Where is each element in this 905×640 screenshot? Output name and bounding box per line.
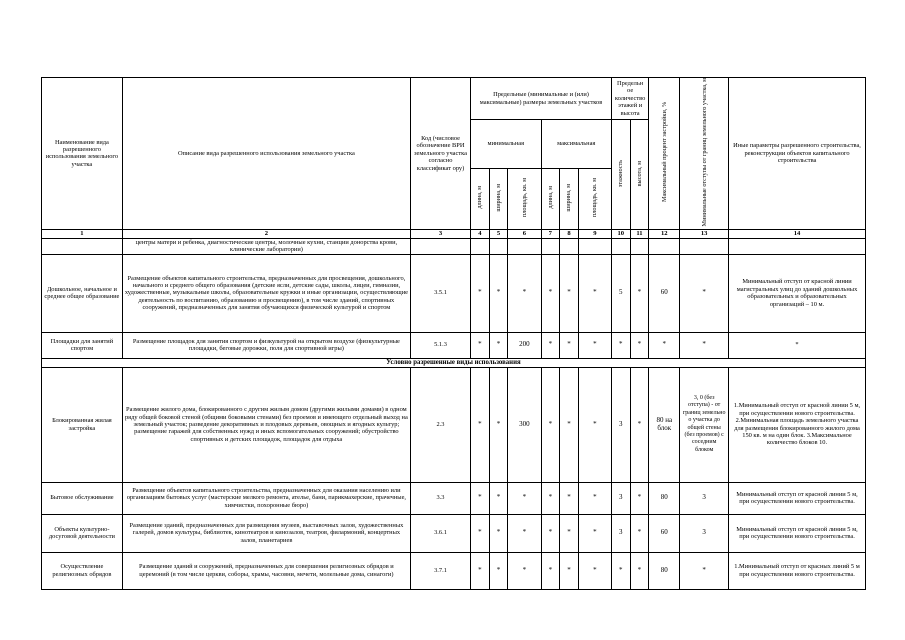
row-value: *	[630, 482, 649, 514]
rows-conditional	[42, 367, 866, 589]
row-value: *	[578, 254, 611, 332]
row-code	[410, 238, 470, 254]
row-other: *	[729, 332, 866, 358]
row-code: 3.6.1	[410, 514, 470, 552]
row-code: 3.5.1	[410, 254, 470, 332]
header-maximal: максимальная	[541, 120, 611, 169]
row-value: 3	[680, 482, 729, 514]
column-number: 2	[122, 229, 410, 238]
header-max-length: длина, м	[541, 168, 560, 229]
row-value: 60	[649, 514, 680, 552]
row-description: Размещение объектов капитального строительства, предназначенных для оказания населению или организациям бытовых услуг (мастерские мелкого ремонта, ателье, бани, парикмахерские, прачечные, химчистки, похоронные бюро)	[122, 482, 410, 514]
row-other	[729, 238, 866, 254]
table-row	[42, 367, 866, 482]
row-value: *	[508, 552, 541, 589]
row-description: Размещение площадок для занятия спортом и физкультурой на открытом воздухе (физкультурные площадки, беговые дорожки, поля для спортивной игры)	[122, 332, 410, 358]
row-code: 2.3	[410, 367, 470, 482]
row-value: *	[560, 332, 579, 358]
column-number: 13	[680, 229, 729, 238]
header-code: Код (числовое обозначение ВРИ земельного участка согласно классификат ору)	[410, 78, 470, 230]
row-other: 1.Минимальный отступ от красной линии 5 м, при осуществлении нового строительства. 2.Минимальная площадь земельного участка для размещения блокированного жилого дома 150 кв. м на один блок. 3.Максимальное количество блоков 10.	[729, 367, 866, 482]
row-other: 1.Минимальный отступ от красных линий 5 м при осуществлении нового строительства.	[729, 552, 866, 589]
row-name: Объекты культурно-досуговой деятельности	[42, 514, 123, 552]
table-row	[42, 238, 866, 254]
row-value: *	[471, 332, 490, 358]
column-number: 6	[508, 229, 541, 238]
header-description: Описание вида разрешенного использования земельного участка	[122, 78, 410, 230]
row-value: *	[578, 332, 611, 358]
column-number: 1	[42, 229, 123, 238]
row-value: *	[560, 367, 579, 482]
row-value	[630, 238, 649, 254]
row-value: *	[541, 367, 560, 482]
row-value: *	[578, 514, 611, 552]
row-value: *	[508, 254, 541, 332]
row-value	[541, 238, 560, 254]
row-value: *	[541, 332, 560, 358]
row-description: Размещение жилого дома, блокированного с другим жилым домом (другими жилыми домами) в одном ряду общей боковой стеной (общими боковыми стенами) без проемов и имеющего отдельный выход на земельный участок; разведение декоративных и плодовых деревьев, овощных и ягодных культур; размещение гаражей для собственных нужд и иных вспомогательных сооружений; обустройство спортивных и детских площадок, площадок для отдыха	[122, 367, 410, 482]
row-name: Дошкольное, начальное и среднее общее образование	[42, 254, 123, 332]
row-value: *	[489, 367, 508, 482]
column-number: 4	[471, 229, 490, 238]
row-value	[508, 238, 541, 254]
row-value: *	[560, 254, 579, 332]
row-value: *	[489, 254, 508, 332]
table-row	[42, 482, 866, 514]
row-value: 5	[611, 254, 630, 332]
header-sizes-group: Предельные (минимальные и (или) максимальные) размеры земельных участков	[471, 78, 612, 120]
row-value: 80	[649, 482, 680, 514]
header-height: высота, м	[630, 120, 649, 230]
header-other: Иные параметры разрешенного строительства, реконструкции объектов капитального строительства	[729, 78, 866, 230]
table-row	[42, 552, 866, 589]
row-value: 300	[508, 367, 541, 482]
header-min-area: площадь, кв. м	[508, 168, 541, 229]
row-value: *	[489, 552, 508, 589]
column-number: 5	[489, 229, 508, 238]
row-value: 80 на блок	[649, 367, 680, 482]
row-value	[489, 238, 508, 254]
row-value: 3, 0 (без отступа) - от границ земельно о участка до общей стены (без проемов) с соседним блоком	[680, 367, 729, 482]
row-value: *	[541, 254, 560, 332]
column-number: 3	[410, 229, 470, 238]
header-max-build: Максимальный процент застройки, %	[649, 78, 680, 230]
row-value: *	[680, 254, 729, 332]
column-number: 7	[541, 229, 560, 238]
row-value: *	[541, 482, 560, 514]
row-value: 60	[649, 254, 680, 332]
row-value	[471, 238, 490, 254]
row-value: *	[630, 367, 649, 482]
zoning-parameters-table	[41, 77, 866, 590]
row-value	[611, 238, 630, 254]
row-value: 3	[680, 514, 729, 552]
header-minimal: минимальная	[471, 120, 541, 169]
header-max-width: ширина, м	[560, 168, 579, 229]
row-value: *	[541, 514, 560, 552]
header-min-width: ширина, м	[489, 168, 508, 229]
row-value: *	[630, 514, 649, 552]
section-conditional-row	[42, 358, 866, 367]
row-value	[578, 238, 611, 254]
row-value: *	[471, 482, 490, 514]
row-name: Осуществление религиозных обрядов	[42, 552, 123, 589]
column-number: 9	[578, 229, 611, 238]
column-number: 10	[611, 229, 630, 238]
table-row	[42, 514, 866, 552]
header-max-area: площадь, кв. м	[578, 168, 611, 229]
row-value: *	[471, 514, 490, 552]
row-value: *	[680, 332, 729, 358]
row-value: *	[578, 482, 611, 514]
row-other: Минимальный отступ от красной линии 5 м, при осуществлении нового строительства.	[729, 514, 866, 552]
row-value: *	[560, 482, 579, 514]
row-code: 5.1.3	[410, 332, 470, 358]
row-value: *	[471, 367, 490, 482]
row-value: *	[630, 254, 649, 332]
row-description: Размещение объектов капитального строительства, предназначенных для просвещения, дошкольного, начального и среднего общего образования (детские ясли, детские сады, школы, лицеи, гимназии, художественные, музыкальные школы, образовательные кружки и иные организации, осуществляющие деятельность по воспитанию, образованию и просвещению), в том числе зданий, спортивных сооружений, предназначенных для занятия обучающихся физической культурой и спортом	[122, 254, 410, 332]
row-code: 3.3	[410, 482, 470, 514]
row-value	[680, 238, 729, 254]
row-value: *	[560, 552, 579, 589]
row-value: *	[611, 552, 630, 589]
row-value: *	[508, 482, 541, 514]
header-min-setback: Минимальные отступы от границ земельного участка, м	[680, 78, 729, 230]
row-value: *	[471, 254, 490, 332]
section-conditional-title: Условно разрешенные виды использования	[42, 358, 866, 367]
row-name	[42, 238, 123, 254]
column-number: 8	[560, 229, 579, 238]
header-row-1	[42, 78, 866, 120]
table-row	[42, 332, 866, 358]
row-value: *	[489, 514, 508, 552]
row-name: Блокированная жилая застройка	[42, 367, 123, 482]
header-floors: этажность	[611, 120, 630, 230]
rows-permitted	[42, 238, 866, 358]
row-name: Площадки для занятий спортом	[42, 332, 123, 358]
column-number: 12	[649, 229, 680, 238]
row-description: Размещение зданий и сооружений, предназначенных для совершения религиозных обрядов и церемоний (в том числе церкви, соборы, храмы, часовни, мечети, молельные дома, синагоги)	[122, 552, 410, 589]
row-description: Размещение зданий, предназначенных для размещения музеев, выставочных залов, художественных галерей, домов культуры, библиотек, кинотеатров и кинозалов, театров, филармоний, концертных залов, планетариев	[122, 514, 410, 552]
row-value: *	[560, 514, 579, 552]
row-value: *	[630, 552, 649, 589]
row-value: *	[489, 482, 508, 514]
column-number: 11	[630, 229, 649, 238]
row-other: Минимальный отступ от красной линии магистральных улиц до зданий дошкольных образовательных и образовательных организаций – 10 м.	[729, 254, 866, 332]
row-value: 80	[649, 552, 680, 589]
row-value: *	[471, 552, 490, 589]
header-min-length: длина, м	[471, 168, 490, 229]
row-name: Бытовое обслуживание	[42, 482, 123, 514]
row-value: *	[680, 552, 729, 589]
column-numbers-row	[42, 229, 866, 238]
row-value: 3	[611, 367, 630, 482]
row-value: *	[489, 332, 508, 358]
row-other: Минимальный отступ от красной линии 5 м, при осуществлении нового строительства.	[729, 482, 866, 514]
row-value: 3	[611, 514, 630, 552]
row-value	[649, 238, 680, 254]
row-value: *	[578, 367, 611, 482]
table-row	[42, 254, 866, 332]
row-value: 3	[611, 482, 630, 514]
row-value: *	[508, 514, 541, 552]
row-value: *	[630, 332, 649, 358]
row-value: *	[649, 332, 680, 358]
header-floors-group: Предельн ое количество этажей и высота	[611, 78, 648, 120]
row-value: *	[611, 332, 630, 358]
row-description: центры матери и ребенка, диагностические центры, молочные кухни, станции донорства крови, клинические лаборатории)	[122, 238, 410, 254]
row-value: *	[578, 552, 611, 589]
header-name: Наименование вида разрешенного использования земельного участка	[42, 78, 123, 230]
row-value: *	[541, 552, 560, 589]
row-value	[560, 238, 579, 254]
row-value: 200	[508, 332, 541, 358]
column-number: 14	[729, 229, 866, 238]
row-code: 3.7.1	[410, 552, 470, 589]
